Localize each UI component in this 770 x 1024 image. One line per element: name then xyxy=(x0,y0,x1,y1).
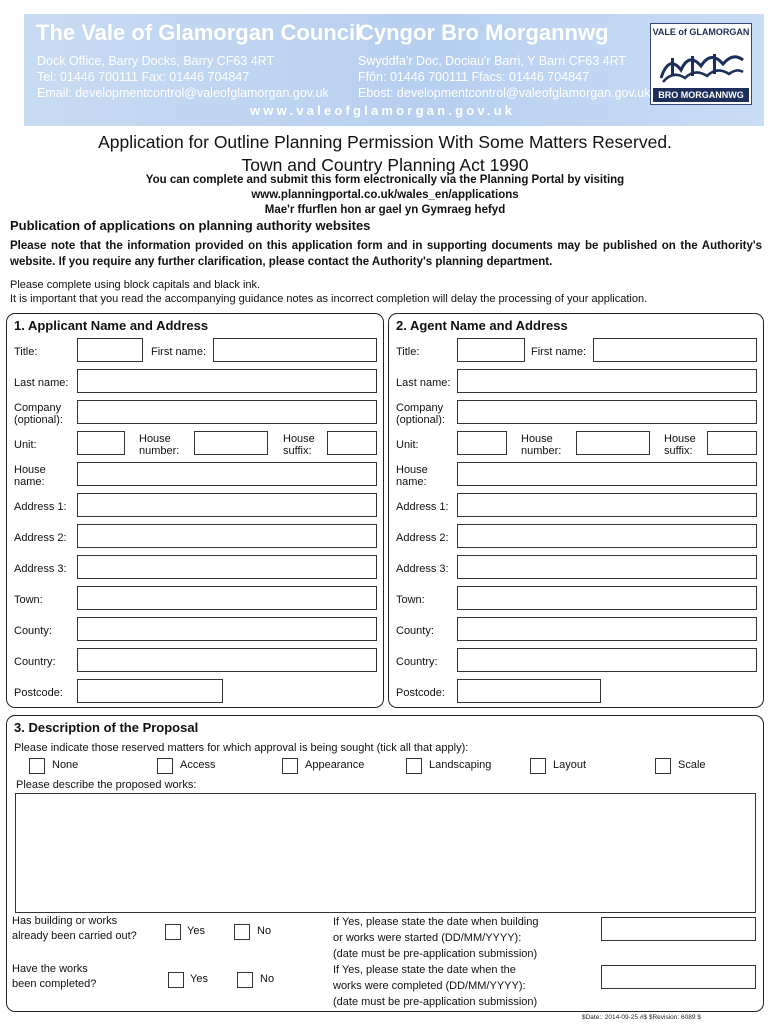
reserved-matters-instruction: Please indicate those reserved matters for which approval is being sought (tick all that apply): xyxy=(14,742,469,754)
agent-address3-field[interactable] xyxy=(457,555,757,579)
proposed-works-textarea[interactable] xyxy=(15,793,756,913)
no-label: No xyxy=(260,973,275,985)
agent-town-field[interactable] xyxy=(457,586,757,610)
applicant-title-field[interactable] xyxy=(77,338,143,362)
company-label-line: (optional): xyxy=(396,414,445,426)
last-name-label: Last name: xyxy=(396,377,451,389)
form-subtitle: Town and Country Planning Act 1990 xyxy=(241,155,529,175)
house-number-label xyxy=(521,433,561,457)
revision-footer: $Date:: 2014-09-25 #$ $Revision: 6089 $ xyxy=(582,1014,701,1021)
agent-house-name-field[interactable] xyxy=(457,462,757,486)
publication-heading: Publication of applications on planning authority websites xyxy=(10,218,371,233)
applicant-house-name-field[interactable] xyxy=(77,462,377,486)
logo-waves-icon xyxy=(659,40,745,86)
council-name-en: The Vale of Glamorgan Council xyxy=(36,20,362,45)
company-label xyxy=(396,402,445,426)
matter-access-checkbox[interactable] xyxy=(157,758,173,774)
house-suffix-label xyxy=(664,433,696,457)
address-cy-line: Swyddfa'r Doc, Dociau'r Barri, Y Barri CF63 4RT xyxy=(358,54,627,68)
logo-bottom-text: BRO MORGANNWG xyxy=(653,88,749,102)
works-started-no-checkbox[interactable] xyxy=(234,924,250,940)
house-name-label-line: name: xyxy=(396,476,427,488)
title-label: Title: xyxy=(14,346,38,358)
house-number-label-line: number: xyxy=(521,445,562,457)
instruction-note: Please complete using block capitals and black ink. xyxy=(10,279,261,291)
applicant-town-field[interactable] xyxy=(77,586,377,610)
guidance-note: It is important that you read the accompanying guidance notes as incorrect completion will delay the processing of your application. xyxy=(10,293,648,305)
address-en xyxy=(37,53,329,101)
logo-top-text: VALE of GLAMORGAN xyxy=(652,27,750,37)
completion-date-instruction xyxy=(333,962,537,1010)
agent-title-field[interactable] xyxy=(457,338,525,362)
matter-appearance-checkbox[interactable] xyxy=(282,758,298,774)
applicant-address3-field[interactable] xyxy=(77,555,377,579)
last-name-label: Last name: xyxy=(14,377,69,389)
house-name-label xyxy=(396,464,428,488)
applicant-address2-field[interactable] xyxy=(77,524,377,548)
question-line: been completed? xyxy=(12,978,97,990)
instruction-line: (date must be pre-application submission) xyxy=(333,948,538,960)
address-cy-line: Ffôn: 01446 700111 Ffacs: 01446 704847 xyxy=(358,70,589,84)
agent-postcode-field[interactable] xyxy=(457,679,601,703)
address2-label: Address 2: xyxy=(396,532,449,544)
unit-label: Unit: xyxy=(14,439,37,451)
house-number-label-line: House xyxy=(521,433,553,445)
company-label xyxy=(14,402,63,426)
address2-label: Address 2: xyxy=(14,532,67,544)
works-completed-no-checkbox[interactable] xyxy=(237,972,253,988)
applicant-postcode-field[interactable] xyxy=(77,679,223,703)
postcode-label: Postcode: xyxy=(396,687,445,699)
house-suffix-label-line: House xyxy=(283,433,315,445)
applicant-county-field[interactable] xyxy=(77,617,377,641)
matter-layout-label: Layout xyxy=(553,759,587,771)
section-heading: 3. Description of the Proposal xyxy=(14,720,199,735)
country-label: Country: xyxy=(14,656,56,668)
agent-first-name-field[interactable] xyxy=(593,338,757,362)
header-banner xyxy=(24,14,764,126)
company-label-line: (optional): xyxy=(14,414,63,426)
applicant-address1-field[interactable] xyxy=(77,493,377,517)
address-en-line: Email: developmentcontrol@valeofglamorgan.gov.uk xyxy=(37,86,329,100)
house-name-label xyxy=(14,464,46,488)
first-name-label: First name: xyxy=(151,346,207,358)
title-label: Title: xyxy=(396,346,420,358)
house-suffix-label-line: suffix: xyxy=(283,445,312,457)
describe-label: Please describe the proposed works: xyxy=(16,779,197,791)
portal-link[interactable]: www.planningportal.co.uk/wales_en/applications xyxy=(251,189,519,201)
house-suffix-label-line: House xyxy=(664,433,696,445)
town-label: Town: xyxy=(14,594,43,606)
agent-last-name-field[interactable] xyxy=(457,369,757,393)
instruction-line: If Yes, please state the date when the xyxy=(333,964,516,976)
form-title: Application for Outline Planning Permission With Some Matters Reserved. xyxy=(98,132,672,152)
address1-label: Address 1: xyxy=(396,501,449,513)
works-completed-question xyxy=(12,962,96,992)
address3-label: Address 3: xyxy=(14,563,67,575)
house-name-label-line: House xyxy=(396,464,428,476)
county-label: County: xyxy=(14,625,52,637)
address-en-line: Dock Office, Barry Docks, Barry CF63 4RT xyxy=(37,54,275,68)
section-heading: 1. Applicant Name and Address xyxy=(14,318,209,333)
question-line: Have the works xyxy=(12,963,88,975)
council-logo xyxy=(650,23,752,105)
yes-label: Yes xyxy=(190,973,208,985)
section-heading: 2. Agent Name and Address xyxy=(396,318,568,333)
house-number-label-line: number: xyxy=(139,445,180,457)
house-number-label xyxy=(139,433,179,457)
house-suffix-label-line: suffix: xyxy=(664,445,693,457)
matter-landscaping-label: Landscaping xyxy=(429,759,492,771)
company-label-line: Company xyxy=(396,402,444,414)
instruction-line: works were completed (DD/MM/YYYY): xyxy=(333,980,526,992)
agent-house-suffix-field[interactable] xyxy=(707,431,757,455)
county-label: County: xyxy=(396,625,434,637)
instruction-line: or works were started (DD/MM/YYYY): xyxy=(333,932,522,944)
agent-country-field[interactable] xyxy=(457,648,757,672)
works-completed-yes-checkbox[interactable] xyxy=(168,972,184,988)
welsh-note: Mae'r ffurflen hon ar gael yn Gymraeg hefyd xyxy=(264,204,506,216)
proposal-section xyxy=(6,715,764,1012)
matter-scale-checkbox[interactable] xyxy=(655,758,671,774)
address3-label: Address 3: xyxy=(396,563,449,575)
question-line: Has building or works xyxy=(12,915,118,927)
applicant-country-field[interactable] xyxy=(77,648,377,672)
address1-label: Address 1: xyxy=(14,501,67,513)
applicant-section xyxy=(6,313,384,708)
applicant-last-name-field[interactable] xyxy=(77,369,377,393)
start-date-field[interactable] xyxy=(601,917,756,941)
question-line: already been carried out? xyxy=(12,930,137,942)
matter-layout-checkbox[interactable] xyxy=(530,758,546,774)
address-cy-line: Ebost: developmentcontrol@valeofglamorgan.gov.uk xyxy=(358,86,651,100)
agent-address1-field[interactable] xyxy=(457,493,757,517)
house-name-label-line: name: xyxy=(14,476,45,488)
postcode-label: Postcode: xyxy=(14,687,63,699)
first-name-label: First name: xyxy=(531,346,587,358)
house-number-label-line: House xyxy=(139,433,171,445)
publication-text: Please note that the information provided on this application form and in supporting documents may be published on the Authority's website. If you require any further clarification, please contact the Authority's planning department. xyxy=(10,240,762,268)
unit-label: Unit: xyxy=(396,439,419,451)
agent-address2-field[interactable] xyxy=(457,524,757,548)
matter-landscaping-checkbox[interactable] xyxy=(406,758,422,774)
house-suffix-label xyxy=(283,433,315,457)
matter-none-label: None xyxy=(52,759,79,771)
agent-unit-field[interactable] xyxy=(457,431,507,455)
portal-text: You can complete and submit this form electronically via the Planning Portal by visiting xyxy=(145,174,625,186)
council-name-cy: Cyngor Bro Morgannwg xyxy=(358,20,609,45)
agent-house-number-field[interactable] xyxy=(576,431,650,455)
completion-date-field[interactable] xyxy=(601,965,756,989)
no-label: No xyxy=(257,925,272,937)
agent-company-field[interactable] xyxy=(457,400,757,424)
instruction-line: (date must be pre-application submission) xyxy=(333,996,538,1008)
matter-none-checkbox[interactable] xyxy=(29,758,45,774)
applicant-company-field[interactable] xyxy=(77,400,377,424)
yes-label: Yes xyxy=(187,925,205,937)
agent-section xyxy=(388,313,764,708)
matter-scale-label: Scale xyxy=(678,759,706,771)
applicant-house-number-field[interactable] xyxy=(194,431,268,455)
applicant-unit-field[interactable] xyxy=(77,431,125,455)
address-en-line: Tel: 01446 700111 Fax: 01446 704847 xyxy=(37,70,250,84)
works-started-question xyxy=(12,914,137,944)
website: www.valeofglamorgan.gov.uk xyxy=(250,103,516,118)
works-started-yes-checkbox[interactable] xyxy=(165,924,181,940)
matter-access-label: Access xyxy=(180,759,216,771)
matter-appearance-label: Appearance xyxy=(305,759,365,771)
company-label-line: Company xyxy=(14,402,62,414)
applicant-first-name-field[interactable] xyxy=(213,338,377,362)
instruction-line: If Yes, please state the date when building xyxy=(333,916,539,928)
country-label: Country: xyxy=(396,656,438,668)
house-name-label-line: House xyxy=(14,464,46,476)
applicant-house-suffix-field[interactable] xyxy=(327,431,377,455)
town-label: Town: xyxy=(396,594,425,606)
agent-county-field[interactable] xyxy=(457,617,757,641)
start-date-instruction xyxy=(333,914,539,962)
address-cy xyxy=(358,53,651,101)
